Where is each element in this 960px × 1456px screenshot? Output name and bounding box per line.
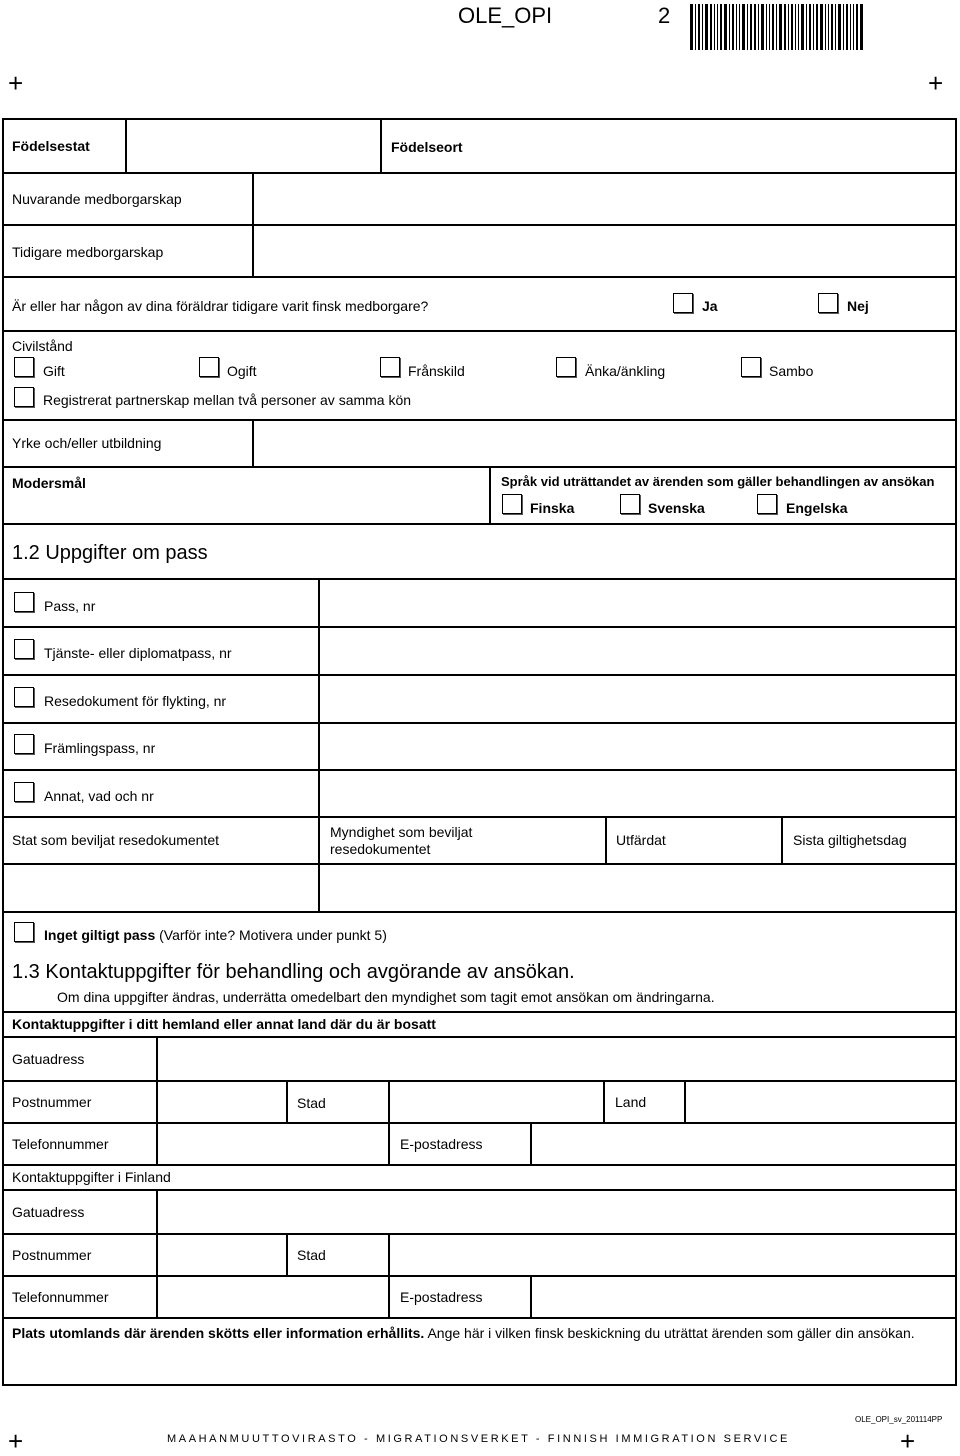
section-1-3-title: 1.3 Kontaktuppgifter för behandling och avgörande av ansökan.	[12, 961, 575, 983]
refugee-document-label: Resedokument för flykting, nr	[44, 693, 227, 709]
barcode-bar	[736, 4, 737, 50]
birth-place-label: Födelseort	[391, 139, 463, 155]
finland-postcode-field[interactable]	[158, 1235, 285, 1275]
no-checkbox[interactable]	[818, 293, 838, 313]
barcode-bar	[835, 4, 836, 50]
english-label: Engelska	[786, 500, 848, 516]
barcode-bar	[695, 4, 696, 50]
home-city-label: Stad	[297, 1095, 326, 1111]
barcode-bar	[813, 4, 814, 50]
swedish-checkbox[interactable]	[620, 494, 640, 514]
barcode-bar	[754, 4, 756, 50]
form-code: OLE_OPI	[458, 3, 553, 28]
barcode-bar	[705, 4, 708, 50]
barcode-bar	[766, 4, 767, 50]
barcode-bar	[750, 4, 752, 50]
registration-mark: +	[8, 1426, 24, 1456]
yes-label: Ja	[702, 298, 718, 314]
finland-contact-heading: Kontaktuppgifter i Finland	[12, 1169, 171, 1185]
previous-citizenship-label: Tidigare medborgarskap	[12, 244, 164, 260]
finland-city-label: Stad	[297, 1247, 326, 1263]
home-street-label: Gatuadress	[12, 1051, 85, 1067]
finland-street-label: Gatuadress	[12, 1204, 85, 1220]
birth-place-field[interactable]	[480, 120, 955, 172]
alien-passport-checkbox[interactable]	[14, 734, 34, 754]
barcode-bar	[784, 4, 786, 50]
mother-tongue-field[interactable]	[150, 468, 487, 522]
diplomatic-passport-label: Tjänste- eller diplomatpass, nr	[44, 645, 232, 661]
barcode-bar	[850, 4, 851, 50]
barcode	[690, 4, 920, 50]
no-valid-passport-checkbox[interactable]	[14, 922, 34, 942]
barcode-bar	[747, 4, 748, 50]
barcode-bar	[772, 4, 774, 50]
other-document-field[interactable]	[320, 771, 955, 816]
issuing-authority-label: Myndighet som beviljat resedokumentet	[330, 824, 473, 857]
barcode-bar	[825, 4, 826, 50]
home-country-field[interactable]	[686, 1082, 955, 1122]
swedish-label: Svenska	[648, 500, 705, 516]
barcode-bar	[860, 4, 863, 50]
home-postcode-field[interactable]	[158, 1082, 285, 1122]
barcode-bar	[710, 4, 712, 50]
barcode-bar	[838, 4, 841, 50]
cohabiting-label: Sambo	[769, 363, 814, 379]
change-notice: Om dina uppgifter ändras, underrätta omedelbart den myndighet som tagit emot ansökan om ändringarna.	[57, 989, 715, 1005]
valid-until-label: Sista giltighetsdag	[793, 832, 907, 848]
section-1-2-title: 1.2 Uppgifter om pass	[12, 542, 208, 564]
abroad-handling-label: Plats utomlands där ärenden skötts eller information erhållits. Ange här i vilken finsk beskickning du uträttat ärenden som gäller din ansökan.	[12, 1325, 915, 1341]
barcode-bar	[816, 4, 818, 50]
home-city-field[interactable]	[390, 1082, 602, 1122]
home-email-label: E-postadress	[400, 1136, 483, 1152]
barcode-bar	[742, 4, 745, 50]
finland-phone-label: Telefonnummer	[12, 1289, 109, 1305]
barcode-bar	[795, 4, 796, 50]
barcode-bar	[791, 4, 793, 50]
abroad-handling-field[interactable]	[4, 1360, 955, 1384]
refugee-document-field[interactable]	[320, 676, 955, 722]
english-checkbox[interactable]	[757, 494, 777, 514]
home-contact-heading: Kontaktuppgifter i ditt hemland eller annat land där du är bosatt	[12, 1016, 436, 1032]
refugee-document-checkbox[interactable]	[14, 687, 34, 707]
alien-passport-label: Främlingspass, nr	[44, 740, 156, 756]
cohabiting-checkbox[interactable]	[741, 357, 761, 377]
finnish-checkbox[interactable]	[502, 494, 522, 514]
barcode-bar	[698, 4, 700, 50]
barcode-bar	[831, 4, 833, 50]
alien-passport-field[interactable]	[320, 724, 955, 769]
civil-status-label: Civilstånd	[12, 338, 73, 354]
barcode-bar	[729, 4, 730, 50]
barcode-bar	[853, 4, 854, 50]
home-phone-field[interactable]	[158, 1124, 387, 1164]
passport-number-field[interactable]	[320, 580, 955, 626]
barcode-bar	[806, 4, 807, 50]
previous-citizenship-field[interactable]	[254, 226, 955, 276]
barcode-bar	[809, 4, 811, 50]
home-street-field[interactable]	[158, 1038, 955, 1080]
barcode-bar	[846, 4, 848, 50]
current-citizenship-label: Nuvarande medborgarskap	[12, 191, 182, 207]
no-valid-passport-label: Inget giltigt pass (Varför inte? Motivera under punkt 5)	[44, 927, 387, 943]
passport-checkbox[interactable]	[14, 592, 34, 612]
divorced-label: Frånskild	[408, 363, 465, 379]
home-email-field[interactable]	[532, 1124, 955, 1164]
unmarried-label: Ogift	[227, 363, 257, 379]
other-document-checkbox[interactable]	[14, 782, 34, 802]
widowed-checkbox[interactable]	[556, 357, 576, 377]
issuing-state-label: Stat som beviljat resedokumentet	[12, 832, 219, 848]
finland-email-field[interactable]	[532, 1277, 955, 1317]
registered-partnership-label: Registrerat partnerskap mellan två personer av samma kön	[43, 392, 412, 408]
issuing-details-field[interactable]	[320, 865, 955, 911]
barcode-bar	[724, 4, 727, 50]
barcode-bar	[702, 4, 703, 50]
barcode-bar	[820, 4, 823, 50]
finland-phone-field[interactable]	[158, 1277, 387, 1317]
birth-country-label: Födelsestat	[12, 138, 90, 154]
barcode-bar	[798, 4, 799, 50]
barcode-bar	[714, 4, 715, 50]
parents-question: Är eller har någon av dina föräldrar tidigare varit finsk medborgare?	[12, 298, 429, 314]
finland-city-field[interactable]	[390, 1235, 955, 1275]
barcode-bar	[717, 4, 718, 50]
diplomatic-passport-checkbox[interactable]	[14, 639, 34, 659]
barcode-bar	[801, 4, 804, 50]
barcode-bar	[856, 4, 858, 50]
agency-footer: MAAHANMUUTTOVIRASTO - MIGRATIONSVERKET - FINNISH IMMIGRATION SERVICE	[167, 1433, 790, 1445]
page-number: 2	[658, 3, 671, 28]
finnish-label: Finska	[530, 500, 575, 516]
finland-street-field[interactable]	[158, 1191, 955, 1233]
registration-mark: +	[928, 68, 944, 98]
language-question: Språk vid uträttandet av ärenden som gäller behandlingen av ansökan	[501, 474, 935, 489]
registration-mark: +	[8, 68, 24, 98]
barcode-bar	[761, 4, 764, 50]
unmarried-checkbox[interactable]	[199, 357, 219, 377]
yes-checkbox[interactable]	[673, 293, 693, 313]
issuing-state-field[interactable]	[4, 865, 317, 911]
mother-tongue-label: Modersmål	[12, 475, 86, 491]
married-label: Gift	[43, 363, 65, 379]
registration-mark: +	[900, 1426, 916, 1456]
occupation-field[interactable]	[254, 421, 955, 466]
document-code: OLE_OPI_sv_201114PP	[855, 1415, 943, 1424]
issued-label: Utfärdat	[616, 832, 666, 848]
barcode-bar	[843, 4, 844, 50]
current-citizenship-field[interactable]	[254, 174, 955, 224]
diplomatic-passport-field[interactable]	[320, 628, 955, 674]
home-phone-label: Telefonnummer	[12, 1136, 109, 1152]
home-postcode-label: Postnummer	[12, 1094, 92, 1110]
home-country-label: Land	[615, 1094, 647, 1110]
barcode-bar	[769, 4, 770, 50]
passport-label: Pass, nr	[44, 598, 96, 614]
finland-email-label: E-postadress	[400, 1289, 483, 1305]
barcode-bar	[739, 4, 740, 50]
divorced-checkbox[interactable]	[380, 357, 400, 377]
other-document-label: Annat, vad och nr	[44, 788, 154, 804]
barcode-bar	[720, 4, 722, 50]
barcode-bar	[732, 4, 734, 50]
birth-country-field[interactable]	[127, 120, 379, 172]
married-checkbox[interactable]	[14, 357, 34, 377]
registered-partnership-checkbox[interactable]	[14, 387, 34, 407]
finland-postcode-label: Postnummer	[12, 1247, 92, 1263]
barcode-bar	[690, 4, 693, 50]
barcode-bar	[758, 4, 759, 50]
barcode-bar	[788, 4, 789, 50]
barcode-bar	[828, 4, 829, 50]
widowed-label: Änka/änkling	[585, 363, 666, 379]
barcode-bar	[776, 4, 777, 50]
barcode-bar	[779, 4, 782, 50]
no-label: Nej	[847, 298, 869, 314]
occupation-label: Yrke och/eller utbildning	[12, 435, 162, 451]
